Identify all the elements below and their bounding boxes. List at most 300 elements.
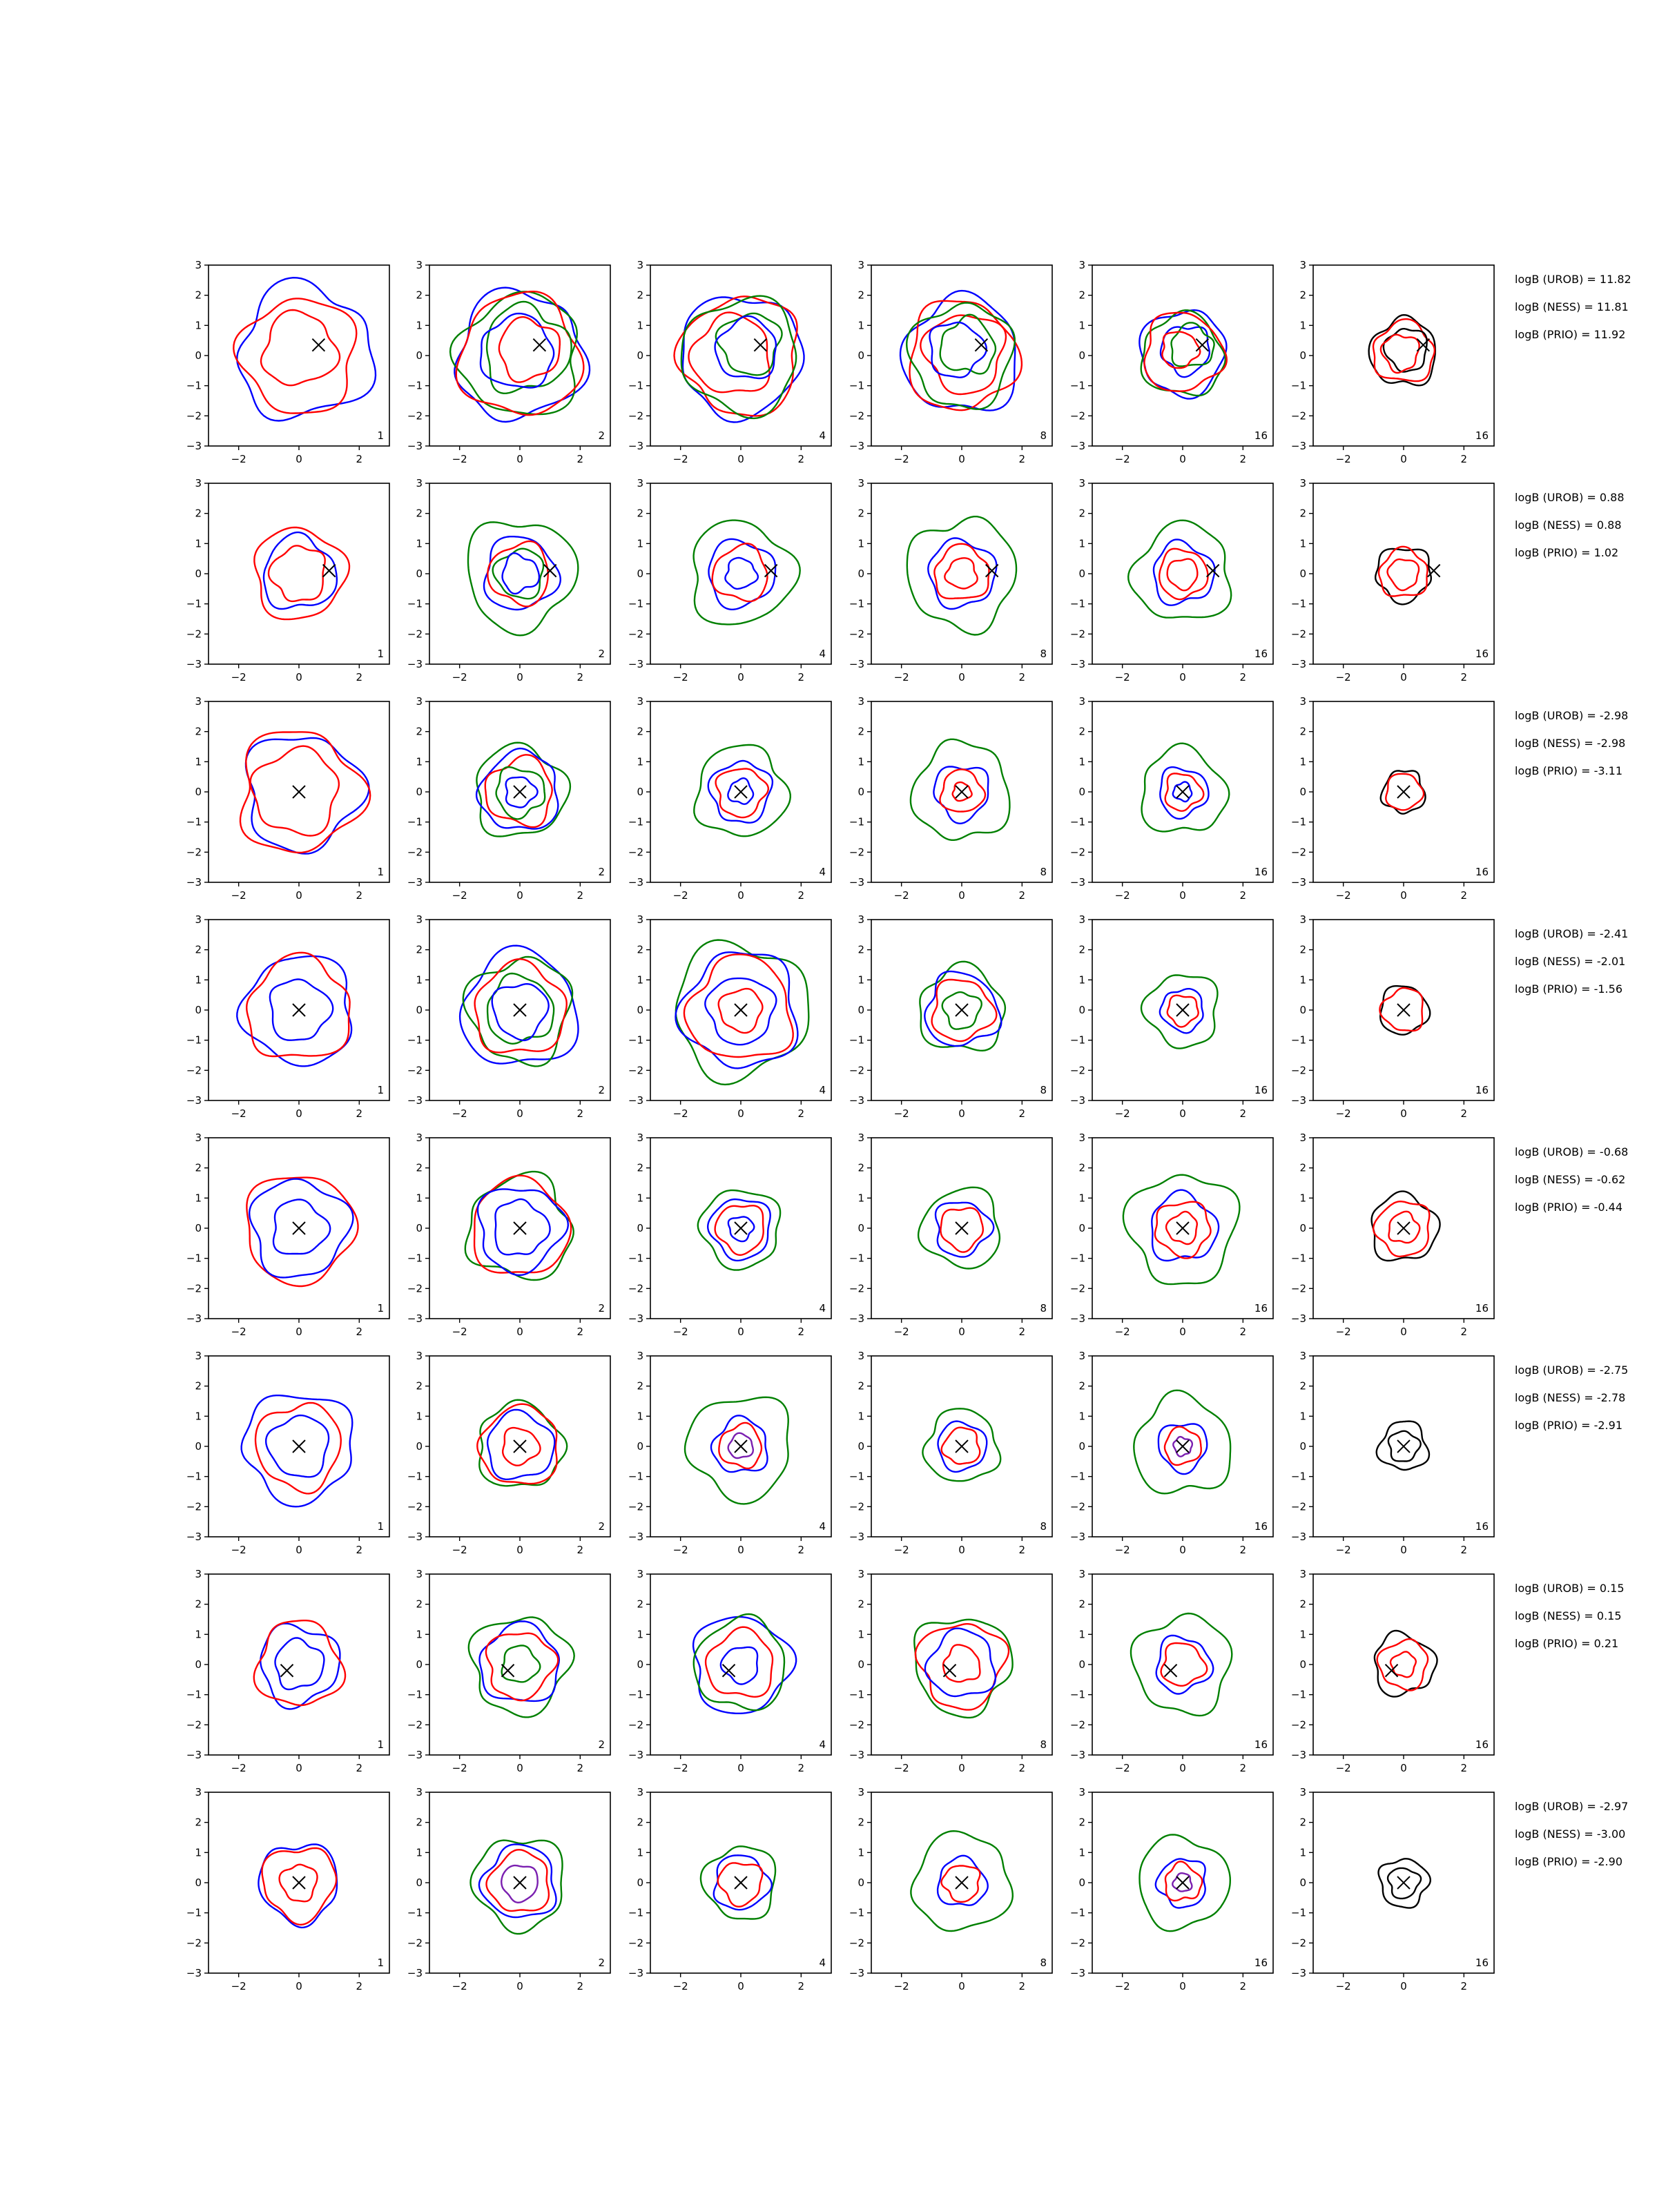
x-tick-label: 2 xyxy=(797,1107,805,1120)
y-tick-label: 2 xyxy=(1299,507,1306,520)
y-tick-label: −3 xyxy=(1069,1094,1085,1107)
y-tick-label: 3 xyxy=(637,913,643,926)
y-tick-label: −2 xyxy=(1290,1937,1306,1950)
x-tick-label: 2 xyxy=(356,1544,363,1556)
x-tick-label: 0 xyxy=(958,671,965,683)
x-tick-label: −2 xyxy=(1114,1762,1130,1774)
y-tick-label: 2 xyxy=(416,507,423,520)
y-tick-label: 3 xyxy=(857,259,864,271)
y-tick-label: 3 xyxy=(1078,477,1085,489)
panel-count-label: 8 xyxy=(1040,1302,1047,1314)
x-tick-label: 0 xyxy=(516,1107,523,1120)
logb-line: logB (UROB) = -2.41 xyxy=(1515,927,1629,940)
y-tick-label: 1 xyxy=(195,537,202,550)
panel-count-label: 4 xyxy=(819,648,826,660)
y-tick-label: −3 xyxy=(1069,876,1085,889)
x-tick-label: 0 xyxy=(516,671,523,683)
x-tick-label: 0 xyxy=(295,1107,302,1120)
y-tick-label: −3 xyxy=(849,1094,864,1107)
y-tick-label: 1 xyxy=(195,1846,202,1859)
x-tick-label: 0 xyxy=(295,671,302,683)
logb-block-row-8 xyxy=(1515,1800,1628,1868)
y-tick-label: 1 xyxy=(416,537,423,550)
panel-count-label: 16 xyxy=(1475,1738,1489,1751)
y-tick-label: 2 xyxy=(1078,1161,1085,1174)
y-tick-label: −2 xyxy=(628,409,643,423)
panel-r7-c6 xyxy=(1291,1568,1494,1774)
y-tick-label: −3 xyxy=(628,1967,643,1979)
y-tick-label: 1 xyxy=(857,1410,864,1423)
x-tick-label: 2 xyxy=(797,1326,805,1338)
y-tick-label: −1 xyxy=(849,1470,864,1483)
y-tick-label: −3 xyxy=(1290,876,1306,889)
y-tick-label: −2 xyxy=(1290,846,1306,859)
panel-count-label: 1 xyxy=(377,648,384,660)
y-tick-label: −2 xyxy=(407,1718,423,1731)
x-tick-label: −2 xyxy=(672,453,688,465)
y-tick-label: −2 xyxy=(849,1282,864,1295)
y-tick-label: 1 xyxy=(1078,1846,1085,1859)
y-tick-label: −3 xyxy=(849,1312,864,1325)
panel-r3-c2 xyxy=(407,695,610,902)
y-tick-label: 3 xyxy=(857,1350,864,1362)
y-tick-label: −2 xyxy=(407,1937,423,1950)
y-tick-label: 0 xyxy=(1299,567,1306,580)
y-tick-label: −2 xyxy=(1290,1718,1306,1731)
panel-count-label: 2 xyxy=(598,648,605,660)
y-tick-label: −3 xyxy=(186,876,202,889)
x-tick-label: 2 xyxy=(1018,453,1026,465)
x-tick-label: −2 xyxy=(231,1544,246,1556)
x-tick-label: −2 xyxy=(1114,1980,1130,1992)
y-tick-label: −1 xyxy=(186,1906,202,1919)
y-tick-label: 2 xyxy=(637,1379,643,1393)
y-tick-label: −2 xyxy=(628,1282,643,1295)
y-tick-label: 0 xyxy=(1299,1222,1306,1234)
x-tick-label: 2 xyxy=(1460,889,1468,902)
y-tick-label: 2 xyxy=(195,1816,202,1829)
panel-count-label: 1 xyxy=(377,1520,384,1533)
panel-count-label: 2 xyxy=(598,1084,605,1096)
x-tick-label: −2 xyxy=(672,889,688,902)
x-tick-label: −2 xyxy=(893,889,909,902)
y-tick-label: 3 xyxy=(416,1132,423,1144)
x-tick-label: −2 xyxy=(452,671,467,683)
y-tick-label: −2 xyxy=(186,846,202,859)
logb-block-row-3 xyxy=(1515,709,1628,777)
y-tick-label: −2 xyxy=(1290,1282,1306,1295)
x-tick-label: 2 xyxy=(797,1980,805,1992)
y-tick-label: −3 xyxy=(1069,1312,1085,1325)
panel-r5-c6 xyxy=(1291,1132,1494,1338)
x-tick-label: 0 xyxy=(516,889,523,902)
y-tick-label: −3 xyxy=(186,440,202,452)
logb-line: logB (UROB) = 0.88 xyxy=(1515,491,1625,504)
y-tick-label: −1 xyxy=(186,597,202,610)
panel-r3-c1 xyxy=(186,695,389,902)
y-tick-label: 3 xyxy=(637,1786,643,1798)
panel-frame xyxy=(209,483,389,664)
y-tick-label: 1 xyxy=(637,537,643,550)
y-tick-label: 0 xyxy=(637,567,643,580)
panel-r4-c5 xyxy=(1070,913,1273,1120)
y-tick-label: 3 xyxy=(1078,1568,1085,1580)
y-tick-label: −3 xyxy=(1290,1967,1306,1979)
y-tick-label: −3 xyxy=(1069,1967,1085,1979)
x-tick-label: 2 xyxy=(576,1762,584,1774)
x-tick-label: −2 xyxy=(1335,889,1351,902)
logb-line: logB (UROB) = -0.68 xyxy=(1515,1145,1629,1158)
y-tick-label: 0 xyxy=(416,1004,423,1016)
y-tick-label: −2 xyxy=(186,1282,202,1295)
y-tick-label: −3 xyxy=(628,658,643,670)
y-tick-label: −1 xyxy=(1290,1470,1306,1483)
y-tick-label: −1 xyxy=(628,815,643,828)
panel-r1-c3 xyxy=(628,259,831,465)
y-tick-label: 3 xyxy=(195,1786,202,1798)
x-tick-label: 2 xyxy=(1460,1326,1468,1338)
y-tick-label: −1 xyxy=(1290,597,1306,610)
panel-r4-c2 xyxy=(407,913,610,1120)
y-tick-label: 2 xyxy=(195,1161,202,1174)
y-tick-label: −1 xyxy=(1069,1470,1085,1483)
y-tick-label: −2 xyxy=(1069,409,1085,423)
y-tick-label: −1 xyxy=(407,815,423,828)
y-tick-label: 2 xyxy=(1078,943,1085,956)
y-tick-label: 0 xyxy=(1299,786,1306,798)
y-tick-label: 0 xyxy=(195,349,202,362)
y-tick-label: −3 xyxy=(849,1749,864,1761)
y-tick-label: 1 xyxy=(195,755,202,768)
panel-r1-c2 xyxy=(407,259,610,465)
y-tick-label: 1 xyxy=(637,1410,643,1423)
y-tick-label: 0 xyxy=(1078,786,1085,798)
y-tick-label: 2 xyxy=(195,943,202,956)
panel-count-label: 16 xyxy=(1254,648,1268,660)
y-tick-label: 1 xyxy=(1299,319,1306,332)
x-tick-label: −2 xyxy=(452,1326,467,1338)
y-tick-label: −1 xyxy=(1290,1688,1306,1701)
y-tick-label: 1 xyxy=(1299,973,1306,987)
y-tick-label: 2 xyxy=(1299,1161,1306,1174)
x-tick-label: −2 xyxy=(231,671,246,683)
y-tick-label: 0 xyxy=(1299,1658,1306,1671)
x-tick-label: 0 xyxy=(1400,1326,1407,1338)
x-tick-label: 0 xyxy=(1179,453,1186,465)
y-tick-label: −2 xyxy=(849,409,864,423)
y-tick-label: −3 xyxy=(1290,658,1306,670)
y-tick-label: 3 xyxy=(1078,1350,1085,1362)
y-tick-label: −1 xyxy=(407,379,423,392)
y-tick-label: 2 xyxy=(857,1816,864,1829)
x-tick-label: 2 xyxy=(356,889,363,902)
panel-count-label: 8 xyxy=(1040,429,1047,442)
y-tick-label: −1 xyxy=(407,1252,423,1265)
x-tick-label: 2 xyxy=(576,1980,584,1992)
y-tick-label: −3 xyxy=(628,440,643,452)
panel-count-label: 2 xyxy=(598,866,605,878)
x-tick-label: 2 xyxy=(1239,1107,1247,1120)
y-tick-label: −3 xyxy=(849,658,864,670)
y-tick-label: −1 xyxy=(628,1252,643,1265)
panel-r6-c1 xyxy=(186,1350,389,1556)
y-tick-label: −1 xyxy=(1069,1688,1085,1701)
y-tick-label: −3 xyxy=(186,1967,202,1979)
x-tick-label: 0 xyxy=(1400,453,1407,465)
y-tick-label: 0 xyxy=(195,1658,202,1671)
panel-r4-c6 xyxy=(1291,913,1494,1120)
panel-frame xyxy=(1313,483,1494,664)
x-tick-label: −2 xyxy=(1114,671,1130,683)
y-tick-label: −1 xyxy=(186,815,202,828)
y-tick-label: −2 xyxy=(186,1718,202,1731)
y-tick-label: −2 xyxy=(186,1500,202,1513)
panel-count-label: 16 xyxy=(1475,429,1489,442)
y-tick-label: 3 xyxy=(1078,259,1085,271)
y-tick-label: −1 xyxy=(186,1688,202,1701)
y-tick-label: 0 xyxy=(857,349,864,362)
x-tick-label: 0 xyxy=(958,453,965,465)
y-tick-label: 1 xyxy=(416,755,423,768)
y-tick-label: 1 xyxy=(637,1628,643,1641)
panel-count-label: 8 xyxy=(1040,1957,1047,1969)
y-tick-label: 2 xyxy=(857,725,864,738)
x-tick-label: 2 xyxy=(356,1326,363,1338)
y-tick-label: 1 xyxy=(1078,755,1085,768)
y-tick-label: −1 xyxy=(849,1906,864,1919)
x-tick-label: 2 xyxy=(797,453,805,465)
panel-r5-c5 xyxy=(1070,1132,1273,1338)
logb-line: logB (NESS) = -2.98 xyxy=(1515,737,1626,750)
y-tick-label: 1 xyxy=(1299,537,1306,550)
panel-r1-c1 xyxy=(186,259,389,465)
y-tick-label: −2 xyxy=(849,1718,864,1731)
y-tick-label: 3 xyxy=(195,913,202,926)
x-tick-label: 0 xyxy=(958,1107,965,1120)
x-tick-label: 0 xyxy=(1179,1762,1186,1774)
x-tick-label: −2 xyxy=(893,1107,909,1120)
y-tick-label: 3 xyxy=(195,1350,202,1362)
y-tick-label: 2 xyxy=(195,289,202,302)
y-tick-label: 2 xyxy=(1078,1816,1085,1829)
y-tick-label: 3 xyxy=(857,477,864,489)
panel-count-label: 16 xyxy=(1475,648,1489,660)
y-tick-label: −2 xyxy=(1290,409,1306,423)
y-tick-label: 0 xyxy=(857,567,864,580)
y-tick-label: 0 xyxy=(1078,1440,1085,1453)
logb-block-row-4 xyxy=(1515,927,1628,996)
y-tick-label: 0 xyxy=(1078,1222,1085,1234)
logb-line: logB (NESS) = 11.81 xyxy=(1515,300,1629,313)
panel-count-label: 2 xyxy=(598,1302,605,1314)
y-tick-label: 0 xyxy=(637,786,643,798)
y-tick-label: −2 xyxy=(407,1500,423,1513)
y-tick-label: 3 xyxy=(1078,913,1085,926)
x-tick-label: 0 xyxy=(737,1544,744,1556)
y-tick-label: 0 xyxy=(857,1876,864,1889)
y-tick-label: −1 xyxy=(849,1034,864,1047)
panel-count-label: 4 xyxy=(819,1738,826,1751)
y-tick-label: −1 xyxy=(628,1470,643,1483)
y-tick-label: −1 xyxy=(628,1688,643,1701)
y-tick-label: 0 xyxy=(416,1440,423,1453)
y-tick-label: 2 xyxy=(857,507,864,520)
y-tick-label: 1 xyxy=(195,319,202,332)
y-tick-label: 0 xyxy=(416,1876,423,1889)
x-tick-label: −2 xyxy=(1335,1544,1351,1556)
x-tick-label: 0 xyxy=(958,1980,965,1992)
y-tick-label: 1 xyxy=(1078,319,1085,332)
y-tick-label: −2 xyxy=(407,628,423,641)
y-tick-label: −2 xyxy=(628,1718,643,1731)
y-tick-label: 1 xyxy=(1299,1846,1306,1859)
y-tick-label: −2 xyxy=(1069,1718,1085,1731)
y-tick-label: 0 xyxy=(195,567,202,580)
x-tick-label: 2 xyxy=(797,671,805,683)
panel-r5-c4 xyxy=(849,1132,1052,1338)
y-tick-label: −2 xyxy=(1290,1500,1306,1513)
panel-count-label: 2 xyxy=(598,1957,605,1969)
logb-line: logB (PRIO) = 0.21 xyxy=(1515,1637,1619,1650)
y-tick-label: 0 xyxy=(1299,1004,1306,1016)
x-tick-label: 2 xyxy=(797,1544,805,1556)
panel-count-label: 8 xyxy=(1040,1084,1047,1096)
y-tick-label: 1 xyxy=(195,973,202,987)
x-tick-label: 2 xyxy=(1018,1762,1026,1774)
x-tick-label: 0 xyxy=(1400,671,1407,683)
y-tick-label: −1 xyxy=(849,815,864,828)
panel-frame xyxy=(429,483,610,664)
panel-r8-c2 xyxy=(407,1786,610,1992)
panel-count-label: 4 xyxy=(819,1084,826,1096)
x-tick-label: 2 xyxy=(1018,671,1026,683)
y-tick-label: −3 xyxy=(1290,1531,1306,1543)
x-tick-label: −2 xyxy=(1335,453,1351,465)
y-tick-label: −3 xyxy=(1069,1749,1085,1761)
logb-line: logB (UROB) = -2.75 xyxy=(1515,1364,1629,1377)
y-tick-label: −2 xyxy=(1290,628,1306,641)
logb-line: logB (PRIO) = -1.56 xyxy=(1515,982,1622,996)
x-tick-label: −2 xyxy=(231,1762,246,1774)
y-tick-label: 0 xyxy=(637,1876,643,1889)
y-tick-label: 2 xyxy=(1078,289,1085,302)
x-tick-label: 0 xyxy=(737,453,744,465)
panel-count-label: 16 xyxy=(1254,866,1268,878)
x-tick-label: 2 xyxy=(576,671,584,683)
panel-count-label: 8 xyxy=(1040,1738,1047,1751)
panel-count-label: 16 xyxy=(1254,1084,1268,1096)
y-tick-label: −1 xyxy=(849,597,864,610)
y-tick-label: −3 xyxy=(407,1749,423,1761)
y-tick-label: −3 xyxy=(407,1312,423,1325)
logb-line: logB (NESS) = -3.00 xyxy=(1515,1827,1626,1841)
y-tick-label: 1 xyxy=(1078,1628,1085,1641)
x-tick-label: 0 xyxy=(958,889,965,902)
y-tick-label: 2 xyxy=(857,943,864,956)
logb-line: logB (UROB) = 11.82 xyxy=(1515,273,1631,286)
x-tick-label: 0 xyxy=(295,889,302,902)
panel-count-label: 16 xyxy=(1254,1957,1268,1969)
y-tick-label: 0 xyxy=(857,1440,864,1453)
y-tick-label: −1 xyxy=(1290,1906,1306,1919)
y-tick-label: 2 xyxy=(195,725,202,738)
y-tick-label: −3 xyxy=(628,1312,643,1325)
panel-frame xyxy=(209,1574,389,1755)
y-tick-label: 3 xyxy=(1299,1350,1306,1362)
y-tick-label: 0 xyxy=(637,349,643,362)
panel-count-label: 16 xyxy=(1475,866,1489,878)
y-tick-label: 1 xyxy=(1299,1410,1306,1423)
logb-line: logB (PRIO) = -3.11 xyxy=(1515,764,1622,777)
panel-r6-c6 xyxy=(1291,1350,1494,1556)
x-tick-label: 0 xyxy=(295,1544,302,1556)
y-tick-label: 1 xyxy=(1299,1628,1306,1641)
y-tick-label: 2 xyxy=(637,289,643,302)
y-tick-label: 3 xyxy=(416,913,423,926)
x-tick-label: 2 xyxy=(576,453,584,465)
logb-line: logB (NESS) = -2.78 xyxy=(1515,1391,1626,1404)
x-tick-label: 2 xyxy=(356,453,363,465)
logb-line: logB (NESS) = -0.62 xyxy=(1515,1173,1626,1186)
y-tick-label: 1 xyxy=(416,1192,423,1205)
x-tick-label: 2 xyxy=(1239,1762,1247,1774)
y-tick-label: 0 xyxy=(857,1222,864,1234)
logb-line: logB (NESS) = 0.88 xyxy=(1515,518,1622,532)
y-tick-label: 1 xyxy=(195,1628,202,1641)
panel-frame xyxy=(871,1574,1052,1755)
y-tick-label: −1 xyxy=(1290,1034,1306,1047)
x-tick-label: 2 xyxy=(1460,1107,1468,1120)
panel-frame xyxy=(1092,483,1273,664)
y-tick-label: −1 xyxy=(1290,1252,1306,1265)
y-tick-label: −1 xyxy=(1069,1906,1085,1919)
panel-frame xyxy=(871,483,1052,664)
panel-count-label: 16 xyxy=(1254,1520,1268,1533)
y-tick-label: 2 xyxy=(1078,507,1085,520)
y-tick-label: −3 xyxy=(186,658,202,670)
panel-count-label: 4 xyxy=(819,1520,826,1533)
x-tick-label: −2 xyxy=(452,889,467,902)
x-tick-label: −2 xyxy=(1335,671,1351,683)
y-tick-label: −3 xyxy=(628,1749,643,1761)
y-tick-label: 3 xyxy=(857,695,864,708)
y-tick-label: −3 xyxy=(628,1531,643,1543)
x-tick-label: 0 xyxy=(737,1762,744,1774)
y-tick-label: 2 xyxy=(1078,725,1085,738)
y-tick-label: −2 xyxy=(628,1937,643,1950)
panel-count-label: 16 xyxy=(1254,429,1268,442)
x-tick-label: 2 xyxy=(1018,889,1026,902)
x-tick-label: 2 xyxy=(356,1762,363,1774)
y-tick-label: −3 xyxy=(407,440,423,452)
y-tick-label: 3 xyxy=(1299,1568,1306,1580)
x-tick-label: 2 xyxy=(356,671,363,683)
logb-line: logB (PRIO) = -2.90 xyxy=(1515,1855,1622,1868)
y-tick-label: 2 xyxy=(637,507,643,520)
logb-line: logB (PRIO) = 1.02 xyxy=(1515,546,1619,559)
x-tick-label: −2 xyxy=(893,453,909,465)
x-tick-label: 0 xyxy=(516,453,523,465)
panel-count-label: 4 xyxy=(819,1302,826,1314)
y-tick-label: 2 xyxy=(195,1598,202,1611)
y-tick-label: 3 xyxy=(1299,1132,1306,1144)
panel-r2-c5 xyxy=(1070,477,1273,683)
y-tick-label: 3 xyxy=(416,477,423,489)
x-tick-label: 0 xyxy=(737,889,744,902)
x-tick-label: −2 xyxy=(1114,1326,1130,1338)
panel-r6-c2 xyxy=(407,1350,610,1556)
y-tick-label: −3 xyxy=(849,1531,864,1543)
